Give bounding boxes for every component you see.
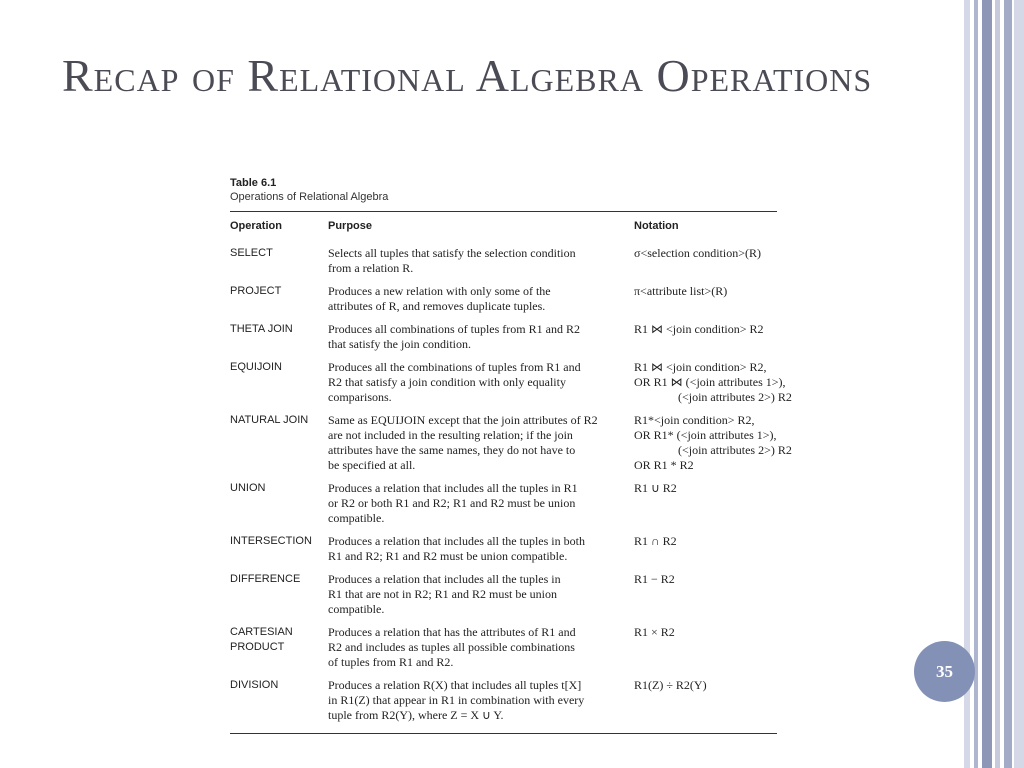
- purpose-line: Same as EQUIJOIN except that the join attributes of R2: [328, 413, 598, 427]
- purpose-cell: [328, 481, 634, 526]
- purpose-line: Produces a relation that includes all the tuples in: [328, 572, 561, 586]
- operation-line: DIVISION: [230, 679, 279, 691]
- notation-line: OR R1* (<join attributes 1>),: [634, 428, 777, 442]
- purpose-cell: [328, 246, 634, 276]
- operation-line: PROJECT: [230, 285, 282, 297]
- notation-line: R1 ∩ R2: [634, 534, 677, 548]
- notation-cell: [634, 413, 792, 473]
- notation-cell: [634, 481, 777, 526]
- notation-line: R1*<join condition> R2,: [634, 413, 755, 427]
- notation-line: OR R1 * R2: [634, 458, 694, 472]
- operation-cell: [230, 246, 328, 276]
- purpose-line: are not included in the resulting relation; if the join: [328, 428, 573, 442]
- table-row: [230, 481, 777, 526]
- page-number-badge: 35: [914, 641, 975, 702]
- notation-cell: [634, 284, 777, 314]
- notation-line: R1 ⋈ <join condition> R2: [634, 322, 764, 336]
- purpose-line: R2 and includes as tuples all possible combinations: [328, 640, 575, 654]
- purpose-cell: [328, 625, 634, 670]
- header-notation: Notation: [634, 220, 679, 232]
- table-row: [230, 572, 777, 617]
- notation-cell: [634, 534, 777, 564]
- purpose-cell: [328, 572, 634, 617]
- table-row: [230, 678, 777, 723]
- table-row: [230, 284, 777, 314]
- purpose-line: Produces a relation R(X) that includes all tuples t[X]: [328, 678, 582, 692]
- purpose-line: be specified at all.: [328, 458, 416, 472]
- notation-cell: [634, 625, 777, 670]
- operation-cell: [230, 534, 328, 564]
- purpose-line: R2 that satisfy a join condition with only equality: [328, 375, 566, 389]
- bottom-rule: [230, 733, 777, 734]
- operation-cell: [230, 284, 328, 314]
- notation-line: π<attribute list>(R): [634, 284, 728, 298]
- purpose-cell: [328, 534, 634, 564]
- table-header: [230, 212, 777, 238]
- header-purpose: Purpose: [328, 220, 373, 232]
- notation-line: OR R1 ⋈ (<join attributes 1>),: [634, 375, 786, 389]
- notation-line: R1 ⋈ <join condition> R2,: [634, 360, 767, 374]
- operation-line: UNION: [230, 482, 266, 494]
- purpose-line: Produces a new relation with only some of the: [328, 284, 551, 298]
- purpose-line: Produces a relation that has the attributes of R1 and: [328, 625, 576, 639]
- notation-line: R1 − R2: [634, 572, 675, 586]
- notation-cell: [634, 678, 777, 723]
- operation-line: INTERSECTION: [230, 535, 312, 547]
- table-row: [230, 246, 777, 276]
- purpose-line: Selects all tuples that satisfy the selection condition: [328, 246, 576, 260]
- operation-line: DIFFERENCE: [230, 573, 301, 585]
- purpose-cell: [328, 678, 634, 723]
- operation-cell: [230, 322, 328, 352]
- notation-cell: [634, 246, 777, 276]
- table-label: Table 6.1: [230, 177, 277, 189]
- purpose-line: comparisons.: [328, 390, 392, 404]
- purpose-line: tuple from R2(Y), where Z = X ∪ Y.: [328, 708, 504, 722]
- purpose-line: Produces all the combinations of tuples from R1 and: [328, 360, 581, 374]
- purpose-line: attributes have the same names, they do not have to: [328, 443, 576, 457]
- purpose-cell: [328, 360, 634, 405]
- notation-cell: [634, 322, 777, 352]
- notation-line: (<join attributes 2>) R2: [678, 390, 792, 404]
- notation-line: (<join attributes 2>) R2: [678, 443, 792, 457]
- notation-line: R1 × R2: [634, 625, 675, 639]
- operation-cell: [230, 678, 328, 723]
- purpose-line: compatible.: [328, 511, 385, 525]
- notation-cell: [634, 360, 792, 405]
- operation-line: THETA JOIN: [230, 323, 293, 335]
- purpose-line: R1 that are not in R2; R1 and R2 must be union: [328, 587, 557, 601]
- purpose-line: from a relation R.: [328, 261, 414, 275]
- purpose-cell: [328, 413, 634, 473]
- purpose-line: or R2 or both R1 and R2; R1 and R2 must be union: [328, 496, 576, 510]
- table-row: [230, 322, 777, 352]
- purpose-line: R1 and R2; R1 and R2 must be union compatible.: [328, 549, 568, 563]
- operation-cell: [230, 360, 328, 405]
- purpose-line: of tuples from R1 and R2.: [328, 655, 454, 669]
- slide-title: Recap of Relational Algebra Operations: [62, 50, 873, 101]
- operation-cell: [230, 413, 328, 473]
- purpose-line: attributes of R, and removes duplicate tuples.: [328, 299, 546, 313]
- purpose-line: Produces a relation that includes all the tuples in both: [328, 534, 585, 548]
- purpose-line: in R1(Z) that appear in R1 in combination with every: [328, 693, 585, 707]
- table-row: [230, 625, 777, 670]
- notation-cell: [634, 572, 777, 617]
- table-body: [230, 246, 792, 723]
- operation-cell: [230, 625, 328, 670]
- header-operation: Operation: [230, 220, 282, 232]
- purpose-cell: [328, 322, 634, 352]
- operation-line: PRODUCT: [230, 641, 285, 653]
- notation-line: R1 ∪ R2: [634, 481, 677, 495]
- purpose-line: that satisfy the join condition.: [328, 337, 471, 351]
- purpose-line: Produces a relation that includes all the tuples in R1: [328, 481, 578, 495]
- notation-line: σ<selection condition>(R): [634, 246, 761, 260]
- purpose-line: Produces all combinations of tuples from R1 and R2: [328, 322, 580, 336]
- purpose-cell: [328, 284, 634, 314]
- operations-table: [230, 176, 792, 734]
- table-row: [230, 360, 792, 405]
- purpose-line: compatible.: [328, 602, 385, 616]
- operation-line: CARTESIAN: [230, 626, 293, 638]
- table-row: [230, 534, 777, 564]
- table-caption: Operations of Relational Algebra: [230, 191, 389, 203]
- notation-line: R1(Z) ÷ R2(Y): [634, 678, 707, 692]
- operation-line: NATURAL JOIN: [230, 414, 309, 426]
- table-row: [230, 413, 792, 473]
- operation-cell: [230, 572, 328, 617]
- operation-cell: [230, 481, 328, 526]
- decorative-stripes: [964, 0, 1024, 768]
- operation-line: SELECT: [230, 247, 273, 259]
- operation-line: EQUIJOIN: [230, 361, 282, 373]
